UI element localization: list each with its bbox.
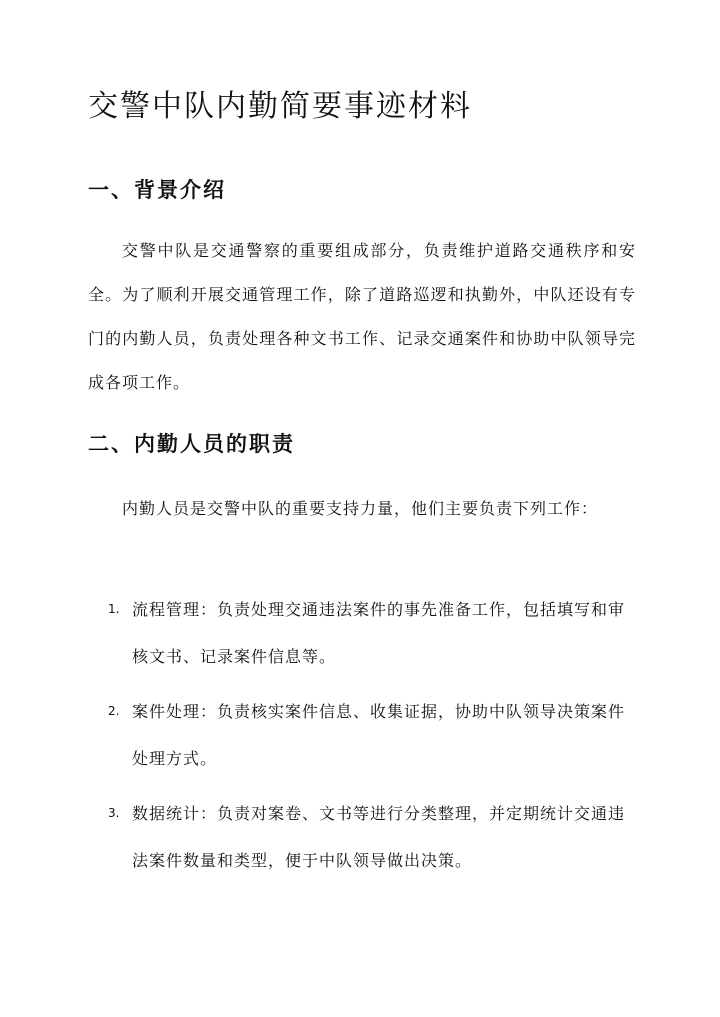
list-item-text: 数据统计：负责对案卷、文书等进行分类整理，并定期统计交通违法案件数量和类型，便于中队领导做出决策。 <box>132 804 626 870</box>
list-item-number: 3. <box>108 806 120 820</box>
section-paragraph-duties: 内勤人员是交警中队的重要支持力量，他们主要负责下列工作： <box>122 499 599 518</box>
list-item-text: 案件处理：负责核实案件信息、收集证据，协助中队领导决策案件处理方式。 <box>132 702 626 768</box>
list-item-text: 流程管理：负责处理交通违法案件的事先准备工作，包括填写和审核文书、记录案件信息等。 <box>132 600 626 666</box>
section-paragraph-background: 交警中队是交通警察的重要组成部分，负责维护道路交通秩序和安全。为了顺利开展交通管理工作，除了道路巡逻和执勤外，中队还设有专门的内勤人员，负责处理各种文书工作、记录交通案件和协助中队领导完成各项工作。 <box>88 241 636 392</box>
duties-list <box>88 586 636 892</box>
list-item <box>88 790 636 884</box>
list-item-number: 1. <box>108 602 120 616</box>
section-heading-background: 一、背景介绍 <box>88 178 226 202</box>
list-item <box>88 586 636 680</box>
list-item <box>88 688 636 782</box>
document-title: 交警中队内勤简要事迹材料 <box>88 89 472 124</box>
list-item-number: 2. <box>108 704 120 718</box>
section-heading-duties: 二、内勤人员的职责 <box>88 432 295 456</box>
